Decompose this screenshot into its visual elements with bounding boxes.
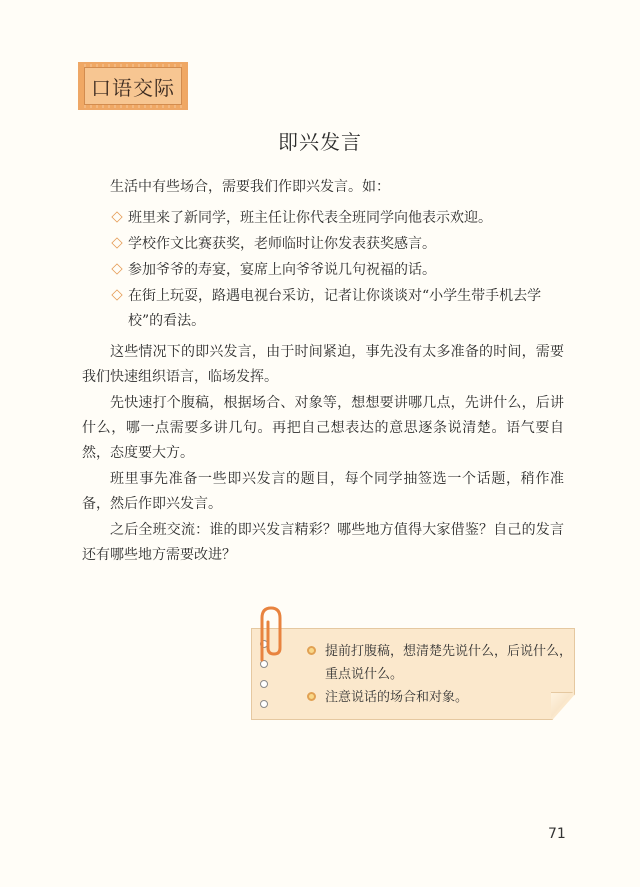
paper-clip-icon [252, 604, 288, 664]
list-item [112, 232, 552, 257]
tip-item [307, 640, 575, 686]
hole-icon [260, 680, 268, 688]
paragraph: 这些情况下的即兴发言，由于时间紧迫，事先没有太多准备的时间，需要我们快速组织语言，临场发挥。 [82, 344, 564, 385]
list-item-text: 在街上玩耍，路遇电视台采访，记者让你谈谈对“小学生带手机去学校”的看法。 [128, 288, 542, 329]
section-tag [78, 62, 188, 110]
tips-list [307, 640, 575, 709]
paragraph: 之后全班交流：谁的即兴发言精彩？哪些地方值得大家借鉴？自己的发言还有哪些地方需要改进？ [82, 522, 564, 563]
list-item [112, 258, 552, 283]
list-item [112, 284, 552, 334]
page-title: 即兴发言 [278, 130, 362, 154]
diamond-bullet-icon [111, 237, 122, 248]
ring-bullet-icon [307, 692, 316, 701]
tip-text: 注意说话的场合和对象。 [325, 690, 469, 705]
diamond-bullet-icon [111, 289, 122, 300]
list-item-text: 参加爷爷的寿宴，宴席上向爷爷说几句祝福的话。 [128, 262, 436, 278]
list-item-text: 学校作文比赛获奖，老师临时让你发表获奖感言。 [128, 236, 436, 252]
section-tag-label: 口语交际 [84, 67, 182, 105]
body-paragraphs [82, 340, 564, 569]
list-item [112, 206, 552, 231]
page-number: 71 [548, 826, 566, 842]
intro-text: 生活中有些场合，需要我们作即兴发言。如： [110, 179, 390, 195]
diamond-bullet-icon [111, 211, 122, 222]
tip-item [307, 686, 575, 709]
ring-bullet-icon [307, 646, 316, 655]
paragraph: 班里事先准备一些即兴发言的题目，每个同学抽签选一个话题，稍作准备，然后作即兴发言。 [82, 471, 564, 512]
example-list [112, 206, 552, 335]
diamond-bullet-icon [111, 263, 122, 274]
tips-note [251, 628, 573, 718]
hole-icon [260, 700, 268, 708]
paragraph: 先快速打个腹稿，根据场合、对象等，想想要讲哪几点，先讲什么，后讲什么，哪一点需要多讲几句。再把自己想表达的意思逐条说清楚。语气要自然，态度要大方。 [82, 395, 564, 461]
tip-text: 提前打腹稿，想清楚先说什么，后说什么，重点说什么。 [325, 644, 573, 682]
list-item-text: 班里来了新同学，班主任让你代表全班同学向他表示欢迎。 [128, 210, 492, 226]
